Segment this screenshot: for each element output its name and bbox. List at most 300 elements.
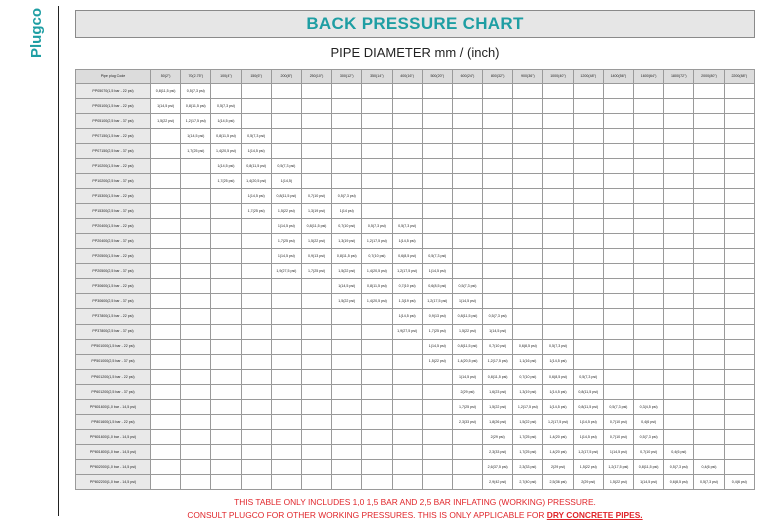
- pressure-cell: 0,5(7,3 psi): [241, 129, 271, 144]
- pressure-cell: [362, 444, 392, 459]
- pressure-cell: [301, 444, 331, 459]
- pressure-cell: [694, 264, 724, 279]
- pressure-cell: [211, 384, 241, 399]
- pressure-cell: [422, 204, 452, 219]
- pressure-cell: [483, 114, 513, 129]
- table-row: [76, 99, 755, 114]
- pressure-cell: [151, 204, 181, 219]
- pressure-cell: [301, 159, 331, 174]
- table-row: [76, 264, 755, 279]
- pressure-cell: [543, 144, 573, 159]
- pressure-cell: [483, 174, 513, 189]
- pressure-cell: [301, 144, 331, 159]
- pressure-cell: [664, 354, 694, 369]
- pressure-cell: [181, 309, 211, 324]
- pressure-cell: [422, 474, 452, 489]
- pressure-cell: [181, 219, 211, 234]
- pressure-cell: [452, 189, 482, 204]
- pressure-cell: [362, 474, 392, 489]
- pressure-cell: [332, 474, 362, 489]
- pressure-cell: 1(14,5 psi): [211, 159, 241, 174]
- pressure-cell: [664, 129, 694, 144]
- pressure-cell: [271, 84, 301, 99]
- pressure-cell: [603, 294, 633, 309]
- pressure-cell: [151, 279, 181, 294]
- plug-code-cell: PP802200(1,0 bar - 14,5 psi): [76, 474, 151, 489]
- pressure-cell: [724, 279, 754, 294]
- pressure-cell: [241, 429, 271, 444]
- pressure-cell: [392, 459, 422, 474]
- pressure-cell: [603, 174, 633, 189]
- pressure-cell: 0,5(7,3 psi): [362, 219, 392, 234]
- pressure-cell: [241, 384, 271, 399]
- pressure-cell: [151, 234, 181, 249]
- pressure-cell: [181, 444, 211, 459]
- pressure-cell: [724, 144, 754, 159]
- pressure-cell: [271, 459, 301, 474]
- pressure-cell: [694, 294, 724, 309]
- pressure-cell: [724, 114, 754, 129]
- pressure-cell: [181, 339, 211, 354]
- pressure-cell: [573, 84, 603, 99]
- pressure-cell: [392, 384, 422, 399]
- pressure-cell: [573, 99, 603, 114]
- pressure-cell: [513, 324, 543, 339]
- pressure-cell: [151, 474, 181, 489]
- pressure-cell: [422, 174, 452, 189]
- pressure-cell: 1,2(17,5 psi): [483, 354, 513, 369]
- pressure-cell: [513, 114, 543, 129]
- pressure-cell: 0,5(7,3 psi): [573, 369, 603, 384]
- pressure-cell: [301, 174, 331, 189]
- pressure-cell: [452, 144, 482, 159]
- pressure-cell: 1(14,5 psi): [543, 354, 573, 369]
- pressure-cell: [241, 324, 271, 339]
- pressure-cell: 0,5(7,3 psi): [392, 219, 422, 234]
- note-emphasis: DRY CONCRETE PIPES.: [546, 510, 643, 520]
- pressure-cell: [664, 414, 694, 429]
- pressure-cell: [422, 144, 452, 159]
- pressure-cell: 0,5(7,3 psi): [181, 84, 211, 99]
- pressure-cell: [151, 174, 181, 189]
- pressure-cell: [573, 309, 603, 324]
- pressure-cell: [241, 309, 271, 324]
- pressure-cell: [332, 129, 362, 144]
- pressure-cell: 1(14,5 psi): [211, 114, 241, 129]
- pressure-cell: 1,7(25 psi): [211, 174, 241, 189]
- pressure-cell: [181, 189, 211, 204]
- header-diameter: 600(24"): [452, 70, 482, 84]
- pressure-cell: [543, 84, 573, 99]
- pressure-cell: [724, 339, 754, 354]
- pressure-cell: [392, 399, 422, 414]
- pressure-cell: [422, 129, 452, 144]
- pressure-cell: [483, 159, 513, 174]
- pressure-cell: [211, 354, 241, 369]
- pressure-cell: 1(14,5 psi): [181, 129, 211, 144]
- header-diameter: 50(2"): [151, 70, 181, 84]
- pressure-cell: 0,8(11,5 psi): [271, 189, 301, 204]
- header-diameter: 1000(40"): [543, 70, 573, 84]
- pressure-cell: [211, 279, 241, 294]
- plug-code-cell: PP802000(1,0 bar - 14,5 psi): [76, 459, 151, 474]
- pressure-cell: [483, 279, 513, 294]
- pressure-cell: 0,4(6 psi): [724, 474, 754, 489]
- pressure-cell: [181, 279, 211, 294]
- pressure-cell: 0,7(10 psi): [392, 279, 422, 294]
- pressure-cell: 1,6(23 psi): [483, 384, 513, 399]
- pressure-cell: [634, 129, 664, 144]
- plug-code-cell: PP07150(1,5 bar - 22 psi): [76, 129, 151, 144]
- plug-code-cell: PP10200(1,5 bar - 22 psi): [76, 159, 151, 174]
- pressure-cell: [603, 354, 633, 369]
- pressure-cell: [362, 174, 392, 189]
- pressure-cell: [211, 459, 241, 474]
- header-diameter: 1200(48"): [573, 70, 603, 84]
- pressure-cell: [241, 234, 271, 249]
- pressure-cell: [211, 444, 241, 459]
- pressure-cell: [694, 324, 724, 339]
- pressure-cell: 0,6(8,5 psi): [392, 249, 422, 264]
- pressure-cell: 1,7(25 psi): [513, 429, 543, 444]
- pressure-cell: 1,5(22 psi): [603, 474, 633, 489]
- pressure-cell: [392, 414, 422, 429]
- pressure-cell: [603, 234, 633, 249]
- pressure-cell: [422, 399, 452, 414]
- pressure-cell: 0,4(6 psi): [664, 444, 694, 459]
- pressure-cell: [513, 99, 543, 114]
- pressure-cell: [573, 189, 603, 204]
- pressure-cell: 0,5(7,3 psi): [634, 429, 664, 444]
- pressure-cell: 1,5(22 psi): [271, 204, 301, 219]
- pressure-cell: [452, 129, 482, 144]
- pressure-cell: [634, 189, 664, 204]
- pressure-cell: [362, 129, 392, 144]
- header-diameter: 300(12"): [332, 70, 362, 84]
- plug-code-cell: PP05070(1,5 bar - 22 psi): [76, 84, 151, 99]
- pressure-cell: [151, 189, 181, 204]
- pressure-cell: 1,2(17,5 psi): [362, 234, 392, 249]
- pressure-cell: [543, 324, 573, 339]
- pressure-cell: [392, 84, 422, 99]
- table-row: [76, 204, 755, 219]
- header-diameter: 350(14"): [362, 70, 392, 84]
- pressure-cell: [543, 249, 573, 264]
- pressure-cell: [664, 309, 694, 324]
- pressure-cell: 1,2(17,5 psi): [422, 294, 452, 309]
- pressure-cell: [211, 399, 241, 414]
- pressure-cell: 1(14,5 psi): [573, 429, 603, 444]
- pressure-cell: [483, 84, 513, 99]
- pressure-cell: [513, 159, 543, 174]
- pressure-cell: [513, 249, 543, 264]
- pressure-cell: [724, 249, 754, 264]
- pressure-cell: [362, 399, 392, 414]
- pressure-cell: 0,7(10 psi): [603, 429, 633, 444]
- page-subtitle: PIPE DIAMETER mm / (inch): [330, 45, 500, 60]
- pressure-cell: [151, 399, 181, 414]
- pressure-cell: [694, 279, 724, 294]
- pressure-cell: 1,2(17,5 psi): [603, 459, 633, 474]
- pressure-cell: [603, 204, 633, 219]
- header-diameter: 1400(56"): [603, 70, 633, 84]
- pressure-cell: [724, 159, 754, 174]
- pressure-cell: [634, 369, 664, 384]
- pressure-cell: 1,7(25 psi): [452, 399, 482, 414]
- pressure-cell: [362, 159, 392, 174]
- title-banner: [75, 10, 755, 38]
- pressure-cell: [301, 114, 331, 129]
- pressure-cell: 1,3(19 psi): [301, 204, 331, 219]
- pressure-cell: 1,7(25 psi): [422, 324, 452, 339]
- pressure-cell: [724, 414, 754, 429]
- pressure-cell: [151, 309, 181, 324]
- pressure-cell: 1,7(25 psi): [241, 204, 271, 219]
- note-line-1: THIS TABLE ONLY INCLUDES 1,0 1,5 BAR AND 2,5 BAR INFLATING (WORKING) PRESSURE.: [234, 497, 596, 507]
- pressure-cell: 2(29 psi): [483, 429, 513, 444]
- pressure-cell: 2,9(42 psi): [483, 474, 513, 489]
- pressure-cell: [151, 129, 181, 144]
- pressure-cell: [392, 429, 422, 444]
- pressure-cell: [362, 429, 392, 444]
- pressure-cell: 1,5(22 psi): [422, 354, 452, 369]
- table-row: [76, 309, 755, 324]
- pressure-cell: [724, 129, 754, 144]
- note-line-2-text: CONSULT PLUGCO FOR OTHER WORKING PRESSURES. THIS IS ONLY APPLICABLE FOR: [187, 510, 547, 520]
- pressure-cell: [603, 144, 633, 159]
- pressure-cell: [664, 249, 694, 264]
- table-row: [76, 369, 755, 384]
- pressure-cell: [483, 144, 513, 159]
- pressure-cell: [301, 459, 331, 474]
- pressure-cell: [694, 234, 724, 249]
- header-diameter: 900(36"): [513, 70, 543, 84]
- pressure-cell: [241, 264, 271, 279]
- pressure-cell: [422, 159, 452, 174]
- pressure-cell: 0,5(7,3 psi): [694, 474, 724, 489]
- pressure-cell: [181, 249, 211, 264]
- pressure-cell: 1,2(17,5 psi): [543, 414, 573, 429]
- pressure-cell: [724, 399, 754, 414]
- pressure-cell: [181, 174, 211, 189]
- pressure-cell: 0,3(4,5 psi): [634, 399, 664, 414]
- pressure-cell: [603, 279, 633, 294]
- pressure-cell: [241, 354, 271, 369]
- pressure-cell: [211, 234, 241, 249]
- pressure-cell: 1,2(17,5 psi): [392, 264, 422, 279]
- table-row: [76, 459, 755, 474]
- pressure-cell: [513, 279, 543, 294]
- pressure-cell: [301, 129, 331, 144]
- pressure-cell: [151, 369, 181, 384]
- pressure-cell: [664, 324, 694, 339]
- plug-code-cell: PP15300(2,5 bar - 37 psi): [76, 204, 151, 219]
- pressure-cell: [694, 354, 724, 369]
- pressure-cell: 1,5(22 psi): [332, 294, 362, 309]
- pressure-cell: 1(14,5 psi): [332, 279, 362, 294]
- pressure-cell: [181, 384, 211, 399]
- plug-code-cell: PP07150(2,5 bar - 37 psi): [76, 144, 151, 159]
- pressure-cell: [332, 99, 362, 114]
- pressure-cell: [392, 339, 422, 354]
- pressure-cell: [241, 399, 271, 414]
- pressure-cell: [664, 339, 694, 354]
- pressure-cell: [392, 144, 422, 159]
- pressure-cell: [332, 144, 362, 159]
- pressure-cell: 1,5(22 psi): [483, 399, 513, 414]
- header-diameter: 150(6"): [241, 70, 271, 84]
- pressure-cell: [271, 384, 301, 399]
- pressure-cell: [241, 294, 271, 309]
- pressure-cell: 1,5(22 psi): [301, 234, 331, 249]
- pressure-cell: 2,7(40 psi): [513, 474, 543, 489]
- pressure-cell: [664, 159, 694, 174]
- pressure-cell: [332, 384, 362, 399]
- pressure-cell: [151, 354, 181, 369]
- pressure-cell: [664, 219, 694, 234]
- pressure-cell: 0,8(11,5 psi): [452, 339, 482, 354]
- pressure-cell: 0,8(11,5 psi): [483, 369, 513, 384]
- pressure-cell: 2,3(33 psi): [483, 444, 513, 459]
- pressure-cell: 1,4(20,5 psi): [241, 174, 271, 189]
- table-row: [76, 129, 755, 144]
- pressure-cell: [151, 144, 181, 159]
- pressure-cell: 1,4(20 psi): [543, 444, 573, 459]
- pressure-cell: [362, 99, 392, 114]
- pressure-cell: [151, 219, 181, 234]
- pressure-cell: [332, 84, 362, 99]
- pressure-cell: 0,4(6 psi): [634, 414, 664, 429]
- pressure-cell: [332, 309, 362, 324]
- pressure-cell: [603, 339, 633, 354]
- pressure-cell: [181, 474, 211, 489]
- pressure-cell: 1,5(22 psi): [573, 459, 603, 474]
- pressure-cell: [271, 354, 301, 369]
- pressure-cell: [664, 204, 694, 219]
- pressure-cell: 1(14,5 psi): [392, 309, 422, 324]
- pressure-cell: [271, 294, 301, 309]
- pressure-cell: [573, 219, 603, 234]
- pressure-cell: [332, 369, 362, 384]
- pressure-cell: 0,5(7,3 psi): [422, 249, 452, 264]
- pressure-cell: [241, 369, 271, 384]
- pressure-cell: [664, 174, 694, 189]
- header-diameter: 500(20"): [422, 70, 452, 84]
- pressure-cell: 0,5(7,3 psi): [603, 399, 633, 414]
- pressure-cell: [452, 159, 482, 174]
- pressure-cell: [422, 384, 452, 399]
- pressure-cell: [603, 309, 633, 324]
- pressure-cell: [573, 129, 603, 144]
- pressure-cell: [151, 429, 181, 444]
- pressure-cell: [241, 84, 271, 99]
- pressure-cell: [241, 339, 271, 354]
- pressure-cell: 0,5(7,3 psi): [543, 339, 573, 354]
- pressure-cell: [332, 459, 362, 474]
- header-diameter: 70(2.75"): [181, 70, 211, 84]
- pressure-cell: [634, 174, 664, 189]
- pressure-cell: [694, 84, 724, 99]
- pressure-cell: [724, 84, 754, 99]
- pressure-cell: [724, 384, 754, 399]
- pressure-cell: 0,7(10 psi): [483, 339, 513, 354]
- pressure-cell: [362, 459, 392, 474]
- pressure-cell: 1,7(25 psi): [181, 144, 211, 159]
- pressure-cell: [694, 309, 724, 324]
- pressure-cell: [181, 294, 211, 309]
- pressure-cell: [634, 339, 664, 354]
- pressure-cell: 1,7(25 psi): [513, 444, 543, 459]
- pressure-cell: [664, 429, 694, 444]
- pressure-cell: [634, 294, 664, 309]
- pressure-cell: [724, 174, 754, 189]
- pressure-cell: [452, 204, 482, 219]
- pressure-cell: [362, 339, 392, 354]
- pressure-cell: [664, 399, 694, 414]
- pressure-cell: [151, 249, 181, 264]
- pressure-cell: [483, 189, 513, 204]
- pressure-cell: 1,1(16 psi): [513, 354, 543, 369]
- plug-code-cell: PP501000(2,5 bar - 37 psi): [76, 354, 151, 369]
- pressure-cell: [543, 264, 573, 279]
- pressure-cell: [634, 309, 664, 324]
- pressure-cell: 1,8(26 psi): [483, 414, 513, 429]
- pressure-cell: [362, 144, 392, 159]
- pressure-cell: [634, 264, 664, 279]
- pressure-cell: 1,2(17,5 psi): [513, 399, 543, 414]
- pressure-cell: [664, 279, 694, 294]
- pressure-cell: 0,5(7,3 psi): [483, 309, 513, 324]
- pressure-cell: 0,8(11,5 psi): [241, 159, 271, 174]
- pressure-cell: [362, 414, 392, 429]
- pressure-cell: [513, 144, 543, 159]
- pressure-cell: [301, 414, 331, 429]
- pressure-cell: 1,5(22 psi): [151, 114, 181, 129]
- pressure-cell: [513, 174, 543, 189]
- pressure-cell: [664, 369, 694, 384]
- table-row: [76, 159, 755, 174]
- table-row: [76, 234, 755, 249]
- pressure-cell: [151, 339, 181, 354]
- pressure-cell: 1(14,5 psi): [241, 189, 271, 204]
- table-row: [76, 189, 755, 204]
- pressure-cell: [422, 114, 452, 129]
- pressure-cell: [483, 294, 513, 309]
- pressure-cell: [181, 234, 211, 249]
- pressure-cell: [422, 459, 452, 474]
- pressure-cell: 1(14 psi): [332, 204, 362, 219]
- pressure-cell: [332, 429, 362, 444]
- pressure-cell: [392, 354, 422, 369]
- pressure-cell: [634, 279, 664, 294]
- pressure-cell: [211, 414, 241, 429]
- pressure-cell: 1(14,5 psi): [151, 99, 181, 114]
- plug-code-cell: PP801600(1,5 bar - 22 psi): [76, 414, 151, 429]
- pressure-cell: [664, 264, 694, 279]
- pressure-cell: [664, 114, 694, 129]
- pressure-cell: [362, 369, 392, 384]
- pressure-cell: [573, 294, 603, 309]
- plug-code-cell: PP10200(2,5 bar - 37 psi): [76, 174, 151, 189]
- pressure-cell: [573, 174, 603, 189]
- pressure-cell: [694, 414, 724, 429]
- pressure-cell: [694, 384, 724, 399]
- pressure-cell: [271, 339, 301, 354]
- pressure-cell: [362, 189, 392, 204]
- pressure-cell: [301, 369, 331, 384]
- pressure-cell: [271, 279, 301, 294]
- pressure-cell: 1(14,5 psi): [603, 444, 633, 459]
